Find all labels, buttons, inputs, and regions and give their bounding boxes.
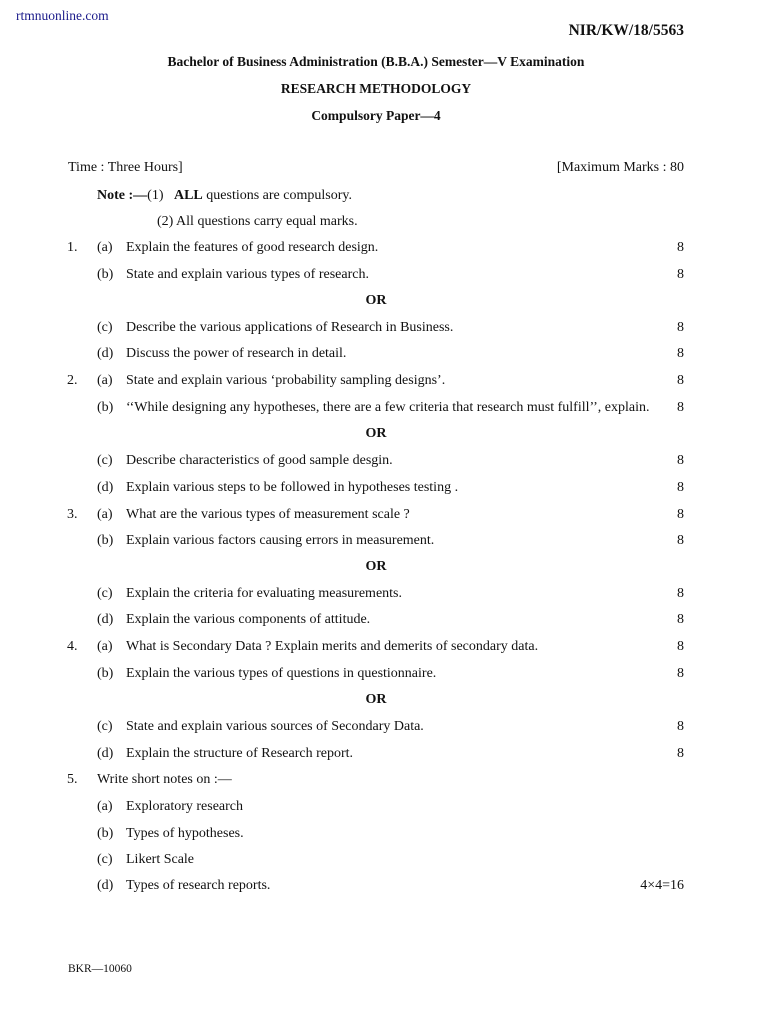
note-1-number: (1) <box>147 188 164 203</box>
subquestion-label: (a) <box>97 799 113 814</box>
question-marks: 8 <box>677 400 684 415</box>
short-note-text: Exploratory research <box>126 799 243 814</box>
question-row <box>0 480 768 500</box>
note-label: Note :— <box>97 188 148 203</box>
subquestion-label: (a) <box>97 373 113 388</box>
or-separator: OR <box>365 293 387 308</box>
exam-title: Bachelor of Business Administration (B.B.A.) Semester—V Examination <box>167 54 585 69</box>
note-1-emphasis: ALL <box>173 188 203 203</box>
question-text: State and explain various types of research. <box>126 267 369 282</box>
question-marks: 8 <box>677 267 684 282</box>
question-row <box>0 772 768 792</box>
question-number: 3. <box>67 507 78 522</box>
subquestion-label: (b) <box>97 533 114 548</box>
subquestion-label: (d) <box>97 480 114 495</box>
question-number: 4. <box>67 639 78 654</box>
question-number: 2. <box>67 373 78 388</box>
subquestion-label: (a) <box>97 240 113 255</box>
time-label: Time : Three Hours] <box>68 160 183 175</box>
question-row <box>0 666 768 686</box>
question-row <box>0 639 768 659</box>
question-marks: 8 <box>677 346 684 361</box>
subquestion-label: (c) <box>97 852 113 867</box>
question-marks: 8 <box>677 453 684 468</box>
note-line-1 <box>97 188 352 204</box>
site-watermark: rtmnuonline.com <box>16 8 109 23</box>
paper-code: NIR/KW/18/5563 <box>568 22 684 39</box>
subquestion-label: (a) <box>97 639 113 654</box>
question-marks: 8 <box>677 240 684 255</box>
question-text: Explain the criteria for evaluating measurements. <box>126 586 403 601</box>
subquestion-label: (c) <box>97 719 113 734</box>
subquestion-label: (b) <box>97 826 114 841</box>
note-1-text: questions are compulsory. <box>202 188 352 203</box>
short-note-text: Likert Scale <box>126 852 195 867</box>
short-note-row <box>0 799 768 819</box>
short-note-text: Types of hypotheses. <box>126 826 244 841</box>
question-row <box>0 746 768 766</box>
short-note-text: Types of research reports. <box>126 878 271 893</box>
or-separator: OR <box>365 559 387 574</box>
question-row <box>0 453 768 473</box>
subquestion-label: (b) <box>97 400 114 415</box>
question-marks: 8 <box>677 639 684 654</box>
question-text: Explain various steps to be followed in hypotheses testing . <box>126 480 459 495</box>
question-row <box>0 400 768 420</box>
question-row <box>0 320 768 340</box>
question-marks: 8 <box>677 666 684 681</box>
question-row <box>0 373 768 393</box>
question-marks: 8 <box>677 533 684 548</box>
subquestion-label: (b) <box>97 666 114 681</box>
question-row <box>0 267 768 287</box>
paper-title: Compulsory Paper—4 <box>311 108 441 123</box>
subquestion-label: (d) <box>97 878 114 893</box>
question-row <box>0 612 768 632</box>
question-row <box>0 507 768 527</box>
question-marks: 8 <box>677 586 684 601</box>
question-marks: 8 <box>677 507 684 522</box>
subquestion-label: (d) <box>97 612 114 627</box>
subject-title: RESEARCH METHODOLOGY <box>280 81 472 96</box>
question-text: Describe characteristics of good sample desgin. <box>126 453 393 468</box>
short-note-row <box>0 826 768 846</box>
question-text: Explain the various components of attitude. <box>126 612 371 627</box>
subquestion-label: (d) <box>97 346 114 361</box>
or-separator: OR <box>365 692 387 707</box>
question-number: 1. <box>67 240 78 255</box>
question-row <box>0 719 768 739</box>
question-text: State and explain various sources of Secondary Data. <box>126 719 424 734</box>
question-text: Explain the features of good research design. <box>126 240 379 255</box>
question-text: Explain various factors causing errors in measurement. <box>126 533 435 548</box>
question-marks: 8 <box>677 480 684 495</box>
question-marks: 8 <box>677 719 684 734</box>
question-marks: 8 <box>677 373 684 388</box>
question-text: What is Secondary Data ? Explain merits and demerits of secondary data. <box>126 639 539 654</box>
question-number: 5. <box>67 772 78 787</box>
short-note-row <box>0 878 768 898</box>
question-marks: 8 <box>677 746 684 761</box>
question-text: State and explain various ‘probability sampling designs’. <box>126 373 446 388</box>
question-marks: 8 <box>677 612 684 627</box>
question-text: Write short notes on :— <box>97 772 232 787</box>
question-marks: 4×4=16 <box>640 878 684 893</box>
question-text: Describe the various applications of Research in Business. <box>126 320 454 335</box>
subquestion-label: (b) <box>97 267 114 282</box>
question-text: What are the various types of measurement scale ? <box>126 507 410 522</box>
or-separator: OR <box>365 426 387 441</box>
question-row <box>0 586 768 606</box>
subquestion-label: (d) <box>97 746 114 761</box>
subquestion-label: (c) <box>97 453 113 468</box>
question-text: Explain the structure of Research report. <box>126 746 354 761</box>
question-text: Discuss the power of research in detail. <box>126 346 347 361</box>
question-text: ‘‘While designing any hypotheses, there are a few criteria that research must fulfill’’, explain. <box>126 400 650 415</box>
question-marks: 8 <box>677 320 684 335</box>
note-line-2: (2) All questions carry equal marks. <box>157 214 358 229</box>
subquestion-label: (c) <box>97 320 113 335</box>
footer-code: BKR—10060 <box>68 963 132 975</box>
question-row <box>0 240 768 260</box>
question-text: Explain the various types of questions in questionnaire. <box>126 666 437 681</box>
question-row <box>0 533 768 553</box>
short-note-row <box>0 852 768 872</box>
subquestion-label: (a) <box>97 507 113 522</box>
question-row <box>0 346 768 366</box>
subquestion-label: (c) <box>97 586 113 601</box>
max-marks-label: [Maximum Marks : 80 <box>556 160 684 175</box>
